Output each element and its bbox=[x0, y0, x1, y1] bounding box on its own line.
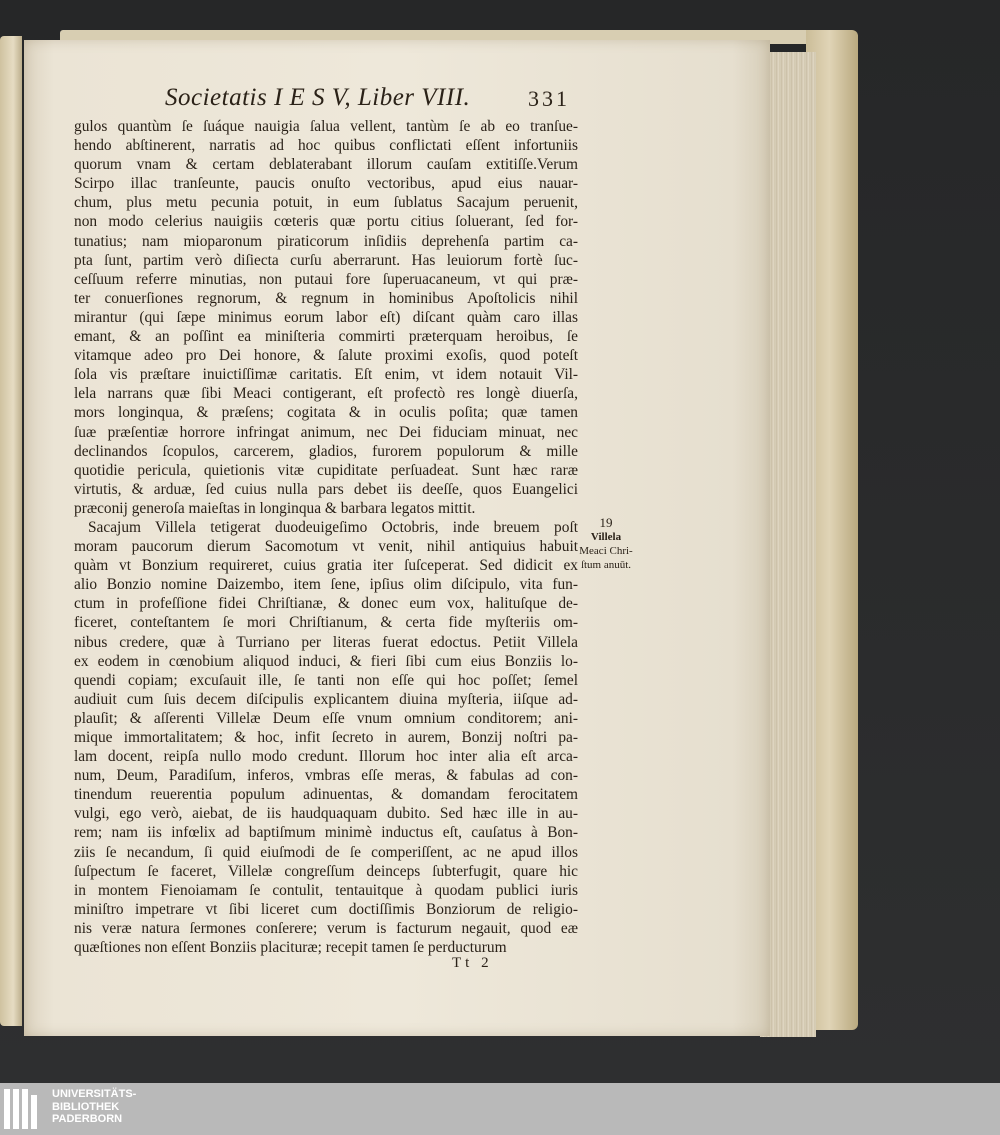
text-line: ſola vis præſtare inuictiſſimæ caritatis. Eſt enim, vt idem notauit Vil- bbox=[74, 366, 578, 384]
library-logo-icon bbox=[4, 1089, 46, 1129]
text-line: quendi copiam; excuſauit ille, ſe tanti non eſſe qui hoc poſſet; ſemel bbox=[74, 671, 578, 689]
text-line: virtutis, & arduæ, ſed cuius nulla pars debet iis deeſſe, quos Euangelici bbox=[74, 480, 578, 498]
text-line: mique immortalitatem; & hoc, infit ſecreto in aurem, Bonzij noſtri pa- bbox=[74, 729, 578, 746]
text-line: quàm vt Bonzium requireret, cuius gratia iter ſuſceperat. Sed didicit ex bbox=[74, 557, 578, 575]
text-line: audiuit cum ſuis decem diſcipulis explicantem diuina myſteria, iiſque ad- bbox=[74, 690, 578, 708]
text-line: ſuæ præſentiæ horrore infringat animum, nec Dei fiduciam minuat, nec bbox=[74, 423, 578, 441]
library-name bbox=[52, 1088, 136, 1126]
marginal-line: Meaci Chri- bbox=[579, 545, 633, 557]
marginal-number: 19 bbox=[599, 515, 613, 530]
text-line: emant, & an poſſint ea miniſteria commirti præterquam heroibus, ſe bbox=[74, 328, 578, 346]
text-line: ter conuerſiones regnorum, & regnum in hominibus Apoſtolicis nihil bbox=[74, 289, 578, 307]
text-line: ex eodem in cœnobium aliquod induci, & fieri ſibi cum eius Bonziis lo- bbox=[74, 652, 578, 670]
text-line: ficeret, conteſtantem ſe mori Chriſtianum, & certa fide myſteriis om- bbox=[74, 614, 578, 632]
text-line: nibus credere, quæ à Turriano per literas fuerat edoctus. Petiit Villela bbox=[74, 633, 578, 651]
text-line: Sacajum Villela tetigerat duodeuigeſimo Octobris, inde breuem poſt bbox=[88, 518, 578, 536]
text-line: quæſtiones non eſſent Bonziis placituræ; recepit tamen ſe perducturum bbox=[74, 939, 507, 957]
text-line: quotidie pericula, quietionis vitæ cupiditate perſuadeat. Sunt hæc raræ bbox=[74, 461, 578, 479]
text-line: vulgi, ego verò, aiebat, de iis haudquaquam dubito. Sed hæc ille in au- bbox=[74, 805, 578, 823]
text-line: lam docent, reipſa nullo modo credunt. Illorum hoc inter alia eſt arca- bbox=[74, 748, 578, 766]
marginal-heading: Villela bbox=[590, 531, 622, 543]
catchword: Tt 2 bbox=[452, 955, 493, 971]
left-page-edge bbox=[0, 36, 22, 1026]
text-line: hendo abſtinerent, narratis ad hoc quibus conflictati eſſent infortuniis bbox=[74, 137, 578, 155]
text-line: ceſſuum referre minutias, non putaui fore ſuperuacaneum, vt qui præ- bbox=[74, 270, 578, 288]
marginal-line: ſtum anuūt. bbox=[580, 559, 632, 571]
text-line: gulos quantùm ſe ſuáque nauigia ſalua vellent, tantùm ſe ab eo tranſue- bbox=[74, 118, 578, 135]
text-line: miniſtro impetrare vt ſibi liceret cum doctiſſimis Bonziorum de religio- bbox=[74, 900, 578, 918]
text-line: tinendum reuerentia populum adinuentas, & domandam ferocitatem bbox=[74, 786, 578, 804]
text-line: moram paucorum dierum Sacomotum vt venit, nihil antiquius habuit bbox=[74, 538, 578, 556]
text-line: quorum vnam & certam deblaterabant illorum cauſam extitiſſe.Verum bbox=[74, 156, 578, 174]
text-line: tunatius; nam mioparonum piraticorum inſidiis deprehenſa partim ca- bbox=[74, 232, 578, 250]
text-line: plauſit; & aſſerenti Villelæ Deum eſſe vnum omnium conditorem; ani- bbox=[74, 709, 578, 727]
text-line: mors longinqua, & præſens; cogitata & in oculis poſita; quæ tamen bbox=[74, 404, 578, 422]
text-line: lela narrans quæ ſibi Meaci contigerant, eſt profectò res longè diuerſa, bbox=[74, 385, 578, 403]
running-head bbox=[140, 84, 580, 118]
text-line: non modo celerius nauigiis cœteris quæ portu citius ſoluerant, ſed for- bbox=[74, 213, 578, 231]
text-line: num, Deum, Paradiſum, inferos, vmbras eſſe meras, & fabulas ad con- bbox=[74, 767, 578, 785]
library-name-line: UNIVERSITÄTS- bbox=[52, 1088, 137, 1100]
text-line: in montem Fienoiamam ſe contulit, tentauitque à quodam publici iuris bbox=[74, 881, 578, 899]
page-number: 331 bbox=[528, 86, 570, 111]
text-line: declinandos ſcopulos, carcerem, gladios, furorem populorum & mille bbox=[74, 442, 578, 460]
text-line: ſuſpectum ſe faceret, Villelæ congreſſum deinceps ſubterfugit, quare hic bbox=[74, 862, 578, 880]
text-line: nis veræ natura ſermones conſerere; verum is facturum negauit, quod eæ bbox=[74, 919, 578, 937]
text-line: vitamque adeo pro Dei honore, & ſalute proximi exoſis, quod poteſt bbox=[74, 347, 578, 365]
body-text bbox=[74, 117, 578, 957]
library-footer bbox=[0, 1083, 1000, 1135]
text-line: mirantur (qui ſæpe minimus eorum labor eſt) diſcant quàm caro illas bbox=[74, 308, 578, 326]
library-name-line: BIBLIOTHEK bbox=[52, 1100, 120, 1113]
marginal-note bbox=[566, 516, 646, 572]
running-head-title: Societatis I E S V, Liber VIII. bbox=[165, 84, 471, 111]
text-line: ziis ſe necandum, ſi quid eiuſmodi de ſe comperiſſent, ac ne apud illos bbox=[74, 843, 578, 861]
library-name-line: PADERBORN bbox=[52, 1113, 123, 1125]
text-line: chum, plus metu pecunia potuit, in eum ſublatus Sacajum peruenit, bbox=[74, 194, 578, 212]
text-line: pta ſunt, partim verò diſiecta curſu aberrarunt. Has leuiorum fortè ſuc- bbox=[74, 251, 578, 269]
text-line: alio Bonzio nomine Daizembo, item ſene, ipſius olim diſcipulo, vita fun- bbox=[74, 576, 578, 594]
text-line: præconij generoſa maieſtas in longinqua & barbara legatos mittit. bbox=[74, 499, 476, 517]
text-line: rem; nam iis infœlix ad baptiſmum minimè inductus eſt, cauſatus à Bon- bbox=[74, 824, 578, 842]
text-line: Scirpo illac tranſeunte, paucis onuſto vectoribus, apud eius nauar- bbox=[74, 175, 578, 193]
text-line: ctum in profeſſione fidei Chriſtianæ, & donec eum vox, halituſque de- bbox=[74, 595, 578, 613]
